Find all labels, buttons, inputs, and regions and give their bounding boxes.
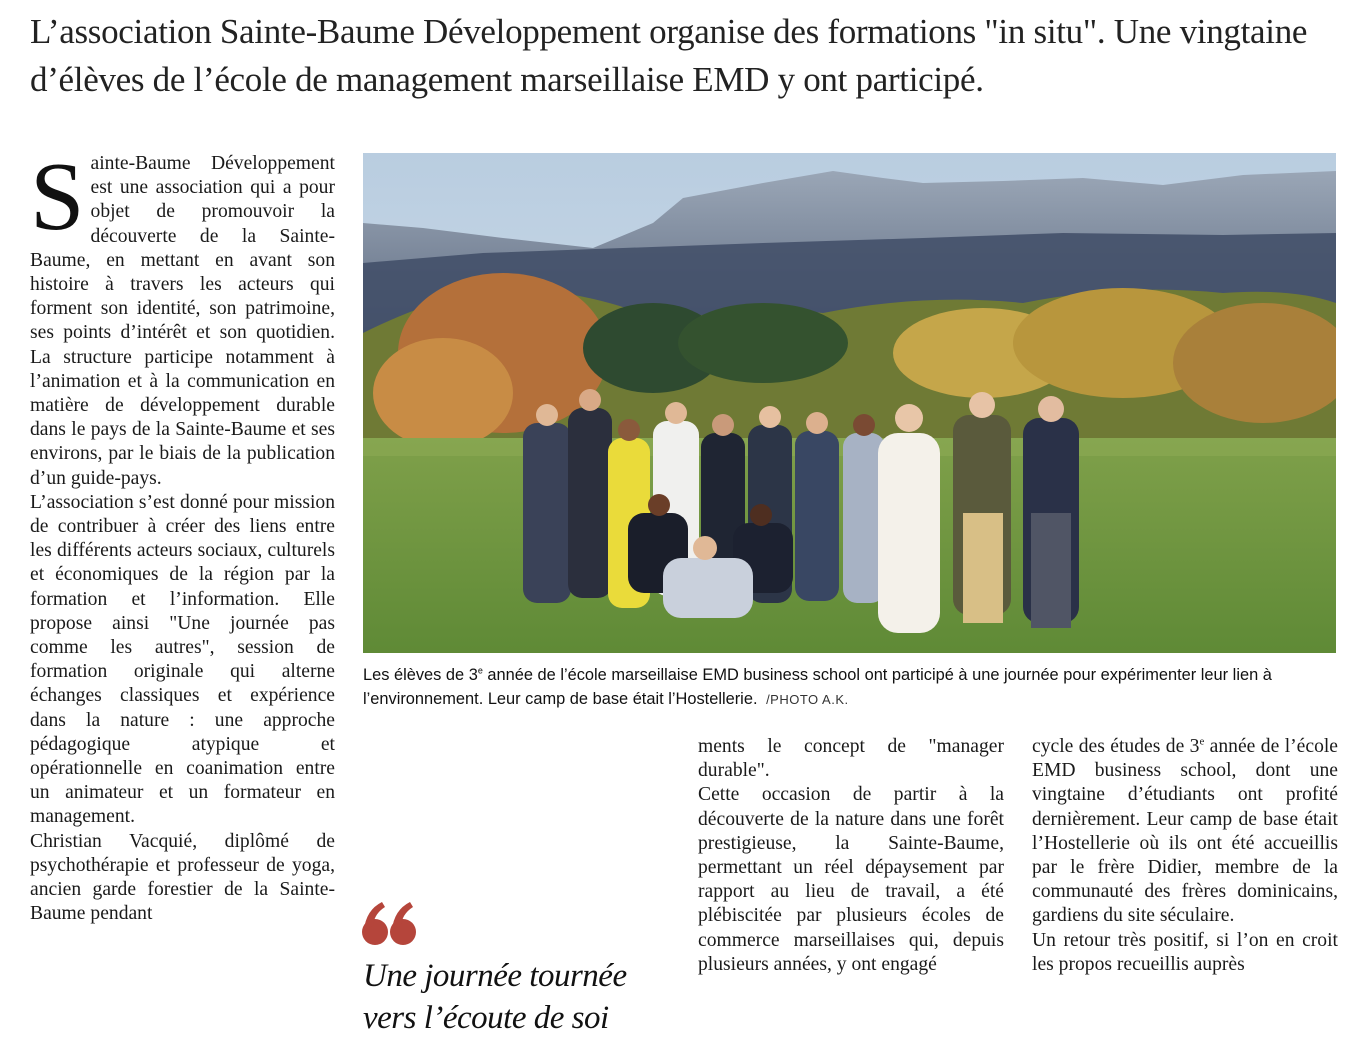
article-column-1 [30,143,335,927]
headline: L’association Sainte-Baume Développement organise des formations "in situ". Une vingtaine d’élèves de l’école de management marseillaise EMD y ont participé. [30,12,1308,99]
quote-icon [360,898,420,950]
paragraph: L’association s’est donné pour mission de contribuer à créer des liens entre les différents acteurs sociaux, culturels et économiques de la région par la formation et l’information. Elle propose ainsi "Une journée pas comme les autres", session de formation originale qui alterne échanges classiques et expérience dans la nature : une approche pédagogique atypique et opérationnelle en coanimation entre un animateur et un formateur en management. [30,491,335,828]
photo-illustration [363,153,1336,653]
superscript: e [1199,735,1205,748]
caption-text-a: Les élèves de 3 [363,666,478,684]
paragraph [1032,735,1338,929]
drop-cap: S [30,143,85,251]
caption-text-b: année de l’école marseillaise EMD business school ont participé à une journée pour expérimenter leur lien à l’environnement. Leur camp de base était l’Hostellerie. [363,666,1272,708]
paragraph [30,143,335,491]
paragraph: ments le concept de "manager durable". [698,736,1004,782]
article-column-3 [698,735,1004,977]
paragraph-text-a: cycle des études de 3 [1032,736,1200,757]
paragraph: Christian Vacquié, diplômé de psychothérapie et professeur de yoga, ancien garde forestier de la Sainte-Baume pendant [30,830,335,925]
paragraph: Cette occasion de partir à la découverte de la nature dans une forêt prestigieuse, la Sainte-Baume, permettant un réel dépaysement par rapport au lieu de travail, a été plébiscitée par plusieurs écoles de commerce marseillaises qui, depuis plusieurs années, y ont engagé [698,784,1004,975]
photo-caption [363,663,1338,712]
superscript: e [477,665,483,676]
article-column-4 [1032,735,1338,977]
paragraph: Un retour très positif, si l’on en croit les propos recueillis auprès [1032,929,1338,975]
paragraph-text: ainte-Baume Développement est une association qui a pour objet de promouvoir la découverte de la Sainte-Baume, en mettant en avant son histoire à travers les acteurs qui forment son identité, son patrimoine, ses points d’intérêt et son quotidien. La structure participe notamment à l’animation et à la communication en matière de développement durable dans le pays de la Sainte-Baume et ses environs, par le biais de la publication d’un guide-pays. [30,153,335,489]
paragraph-text-b: année de l’école EMD business school, dont une vingtaine d’étudiants ont profité dernièrement. Leur camp de base était l’Hostellerie où ils ont été accueillis par le frère Didier, membre de la communauté des frères dominicains, gardiens du site séculaire. [1032,736,1339,927]
pull-quote: Une journée tournée vers l’écoute de soi [363,958,627,1036]
photo-credit: /PHOTO A.K. [766,692,849,707]
article-photo [363,153,1336,653]
